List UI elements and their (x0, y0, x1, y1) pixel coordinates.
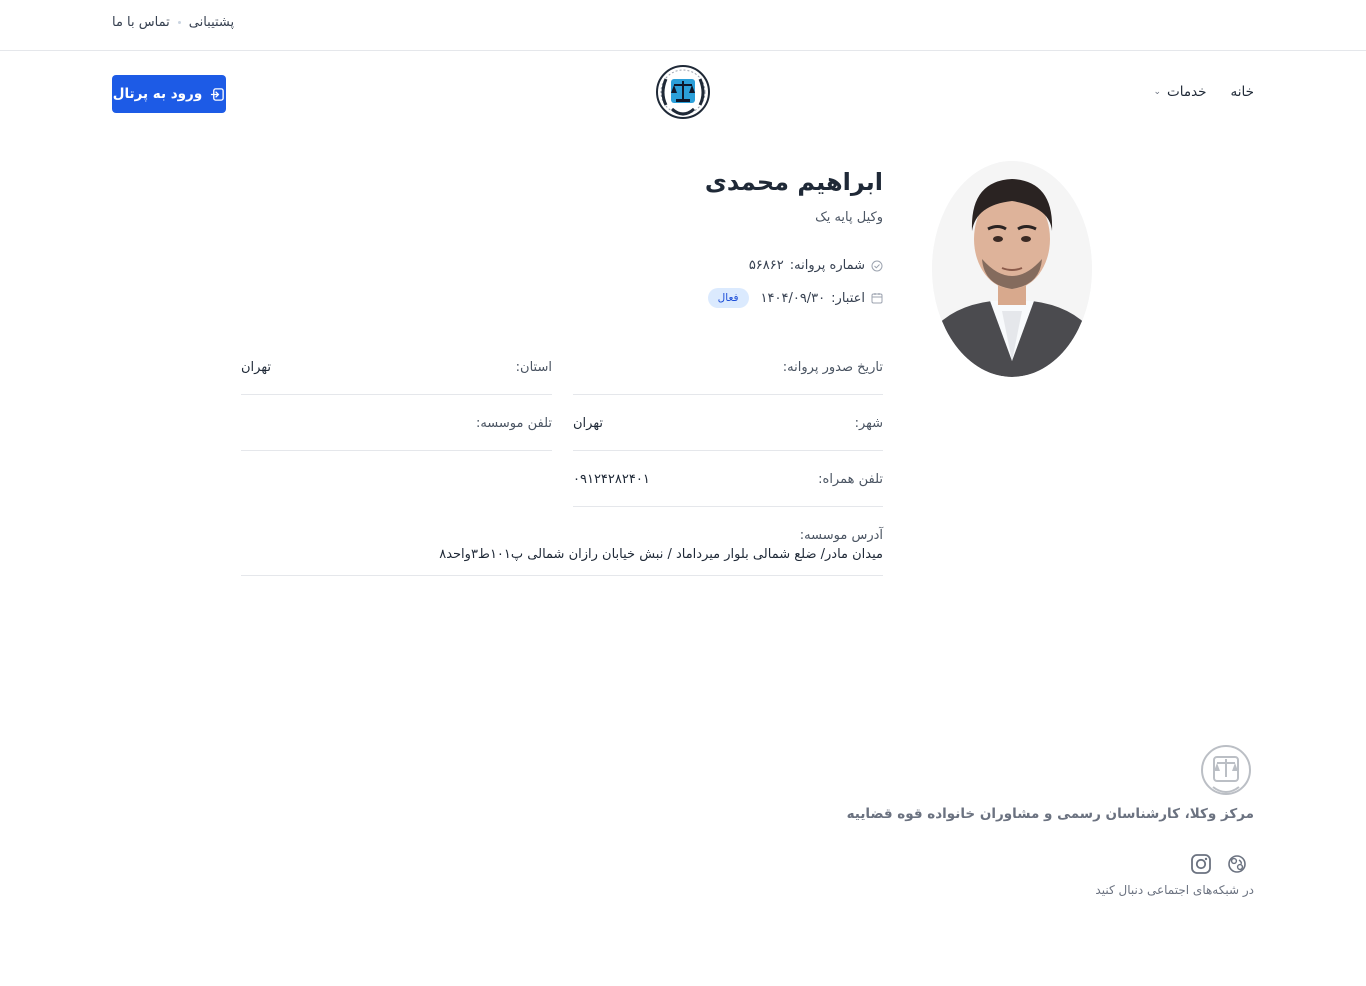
issue-date-field (573, 360, 883, 395)
avatar (932, 161, 1092, 377)
address-field (241, 528, 883, 576)
city-value: تهران (573, 416, 603, 431)
city-label: شهر: (854, 416, 883, 431)
city-field (573, 416, 883, 451)
top-links (112, 15, 234, 30)
portal-login-label: ورود به پرتال (112, 86, 203, 102)
lawyer-role: وکیل پایه یک (815, 210, 883, 225)
emblem-logo[interactable] (654, 63, 712, 125)
mobile-field (573, 472, 883, 507)
lawyer-name: ابراهیم محمدی (704, 168, 883, 196)
chevron-down-icon: ⌄ (1153, 87, 1162, 97)
office-phone-field (241, 416, 552, 451)
validity-date: ۱۴۰۴/۰۹/۳۰ (760, 290, 826, 306)
status-badge: فعال (708, 288, 749, 308)
separator-dot (178, 21, 181, 24)
license-row (749, 258, 883, 273)
province-value: تهران (241, 360, 271, 375)
address-value: میدان مادر/ ضلع شمالی بلوار میرداماد / نبش خیابان رازان شمالی پ۱۰۱ط۳واحد۸ (439, 547, 883, 562)
mobile-value[interactable]: ۰۹۱۲۴۲۸۲۴۰۱ (573, 472, 650, 487)
main-header (0, 52, 1366, 136)
social-network-icon[interactable] (1226, 853, 1248, 875)
nav-item-home[interactable] (1231, 84, 1254, 100)
address-label: آدرس موسسه: (799, 528, 883, 543)
calendar-icon (871, 292, 883, 304)
social-links (1190, 853, 1248, 875)
footer-title: مرکز وکلا، کارشناسان رسمی و مشاوران خانواده قوه قضاییه (846, 806, 1254, 822)
province-field (241, 360, 552, 395)
validity-label: اعتبار: (831, 290, 865, 306)
nav-item-services[interactable] (1153, 84, 1206, 100)
license-label: شماره پروانه: (789, 258, 865, 273)
province-label: استان: (515, 360, 552, 375)
main-nav (1153, 84, 1254, 100)
issue-date-label: تاریخ صدور پروانه: (782, 360, 883, 375)
nav-home-label: خانه (1230, 84, 1254, 100)
office-phone-label: تلفن موسسه: (475, 416, 552, 431)
footer-follow-text: در شبکه‌های اجتماعی دنبال کنید (1095, 883, 1254, 897)
validity-row (708, 288, 883, 308)
mobile-label: تلفن همراه: (818, 472, 883, 487)
instagram-icon[interactable] (1190, 853, 1212, 875)
license-number: ۵۶۸۶۲ (748, 258, 784, 273)
nav-services-label: خدمات (1167, 84, 1207, 100)
top-bar (0, 0, 1366, 51)
contact-link[interactable]: تماس با ما (112, 15, 170, 30)
login-icon (210, 87, 225, 102)
portal-login-button[interactable] (112, 75, 226, 113)
check-circle-icon (871, 260, 883, 272)
footer-emblem-logo (1199, 743, 1253, 798)
support-link[interactable]: پشتیبانی (188, 15, 235, 30)
